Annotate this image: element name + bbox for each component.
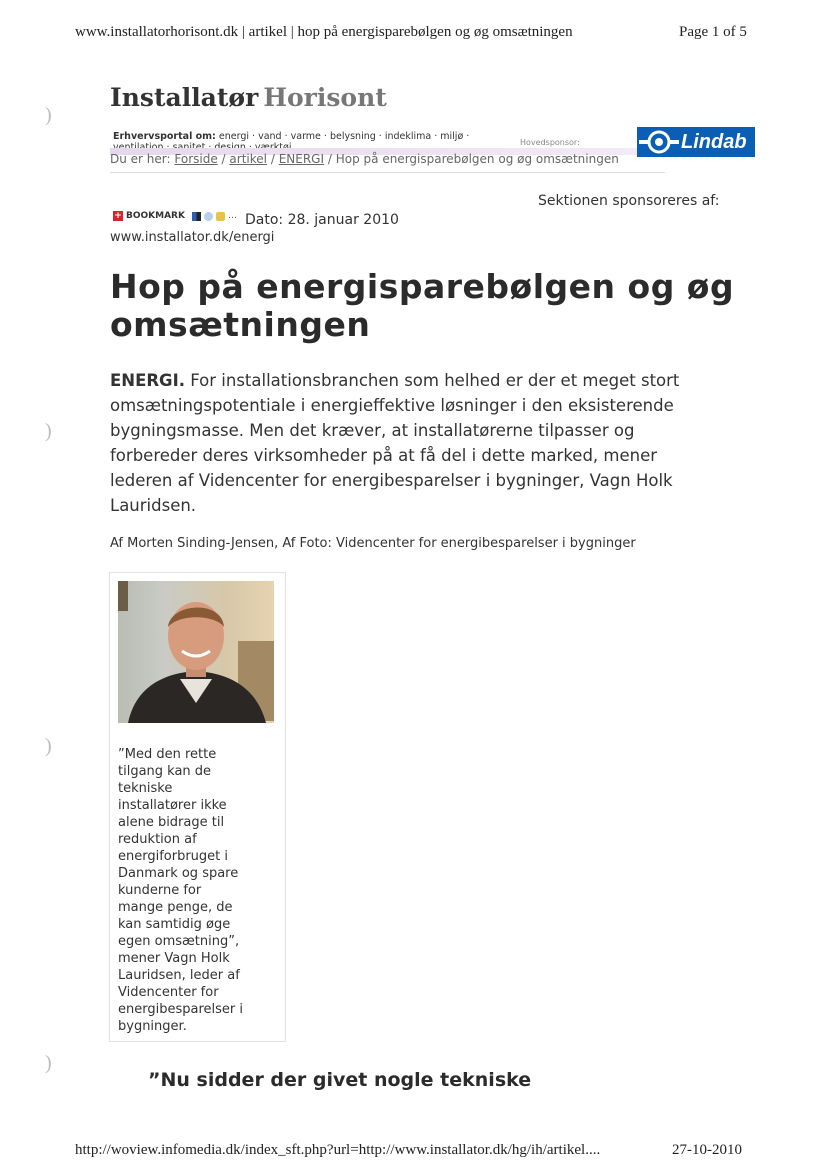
breadcrumb-separator: /: [327, 152, 332, 166]
breadcrumb-divider: [110, 172, 665, 173]
article-byline: Af Morten Sinding-Jensen, Af Foto: Videncenter for energibesparelser i bygninger: [110, 536, 636, 551]
photo-caption: [118, 746, 278, 1035]
portrait-photo: [118, 581, 274, 723]
lead-line: bygningsmasse. Men det kræver, at installatørerne tilpasser og: [110, 421, 635, 440]
breadcrumb-home-link[interactable]: Forside: [174, 152, 218, 166]
site-logo[interactable]: [110, 83, 387, 112]
print-header-title: www.installatorhorisont.dk | artikel | hop på energisparebølgen og øg omsætningen: [75, 24, 573, 40]
caption-line: kan samtidig øge: [118, 917, 231, 932]
caption-line: mange penge, de: [118, 900, 233, 915]
sponsor-logo-text: Lindab: [681, 130, 747, 153]
facebook-icon[interactable]: [216, 212, 225, 221]
delicious-icon[interactable]: [192, 212, 201, 221]
breadcrumb-current: Hop på energisparebølgen og øg omsætningen: [335, 152, 619, 166]
breadcrumb: [110, 152, 619, 166]
lead-line: lederen af Videncenter for energibesparelser i bygninger, Vagn Holk: [110, 471, 673, 490]
breadcrumb-separator: /: [221, 152, 226, 166]
punch-hole-mark: ): [45, 420, 52, 442]
bookmark-plus-icon: +: [114, 211, 122, 221]
punch-hole-mark: ): [45, 104, 52, 126]
bookmark-button[interactable]: BOOKMARK: [126, 211, 185, 221]
article-subheading: ”Nu sidder der givet nogle tekniske: [148, 1069, 532, 1091]
caption-line: reduktion af: [118, 832, 197, 847]
portrait-figure: [118, 581, 274, 723]
lead-line: omsætningspotentiale i energieffektive løsninger i den eksisterende: [110, 396, 674, 415]
breadcrumb-separator: /: [270, 152, 275, 166]
article-source: www.installator.dk/energi: [110, 230, 275, 245]
digg-icon[interactable]: [204, 212, 213, 221]
site-logo-part1: Installatør: [110, 83, 259, 112]
breadcrumb-prefix: Du er her:: [110, 152, 171, 166]
article-title-line: Hop på energisparebølgen og øg: [110, 267, 735, 306]
section-sponsor-label: Sektionen sponsoreres af:: [538, 193, 720, 209]
lead-line: Lauridsen.: [110, 496, 197, 515]
print-footer-date: 27-10-2010: [672, 1142, 742, 1158]
caption-line: alene bidrage til: [118, 815, 225, 830]
caption-line: kunderne for: [118, 883, 202, 898]
print-header-page: Page 1 of 5: [679, 24, 747, 40]
breadcrumb-category-link[interactable]: ENERGI: [278, 152, 325, 166]
article-title-line: omsætningen: [110, 305, 371, 344]
caption-line: tekniske: [118, 781, 173, 796]
caption-line: bygninger.: [118, 1019, 187, 1034]
caption-line: mener Vagn Holk: [118, 951, 230, 966]
share-bar: [113, 211, 237, 221]
lead-line: forbereder deres virksomheder på at få del i dette marked, mener: [110, 446, 658, 465]
photo-box: [109, 572, 286, 1042]
lindab-sponsor-logo[interactable]: [637, 127, 755, 157]
punch-hole-mark: ): [45, 1052, 52, 1074]
site-logo-part2: Horisont: [263, 83, 387, 112]
print-footer-url: http://woview.infomedia.dk/index_sft.php?url=http://www.installator.dk/hg/ih/artikel....: [75, 1142, 601, 1158]
lindab-emblem-icon: [637, 127, 681, 157]
tagline-topics: energi · vand · varme · belysning · indeklima · miljø ·: [218, 131, 470, 142]
caption-line: energibesparelser i: [118, 1002, 243, 1017]
lead-line: For installationsbranchen som helhed er der et meget stort: [185, 371, 680, 390]
article-title: [110, 268, 750, 344]
caption-line: ”Med den rette: [118, 747, 217, 762]
caption-line: Videncenter for: [118, 985, 219, 1000]
tagline-label: Erhvervsportal om:: [113, 131, 216, 142]
lead-category-tag: ENERGI.: [110, 371, 186, 390]
caption-line: Lauridsen, leder af: [118, 968, 240, 983]
caption-line: energiforbruget i: [118, 849, 229, 864]
caption-line: egen omsætning”,: [118, 934, 240, 949]
article-date: Dato: 28. januar 2010: [245, 212, 399, 228]
breadcrumb-section-link[interactable]: artikel: [229, 152, 267, 166]
caption-line: installatører ikke: [118, 798, 227, 813]
main-sponsor-label: Hovedsponsor:: [520, 138, 580, 147]
punch-hole-mark: ): [45, 735, 52, 757]
article-lead: [110, 368, 730, 518]
more-icon[interactable]: …: [227, 211, 237, 221]
caption-line: Danmark og spare: [118, 866, 239, 881]
caption-line: tilgang kan de: [118, 764, 212, 779]
